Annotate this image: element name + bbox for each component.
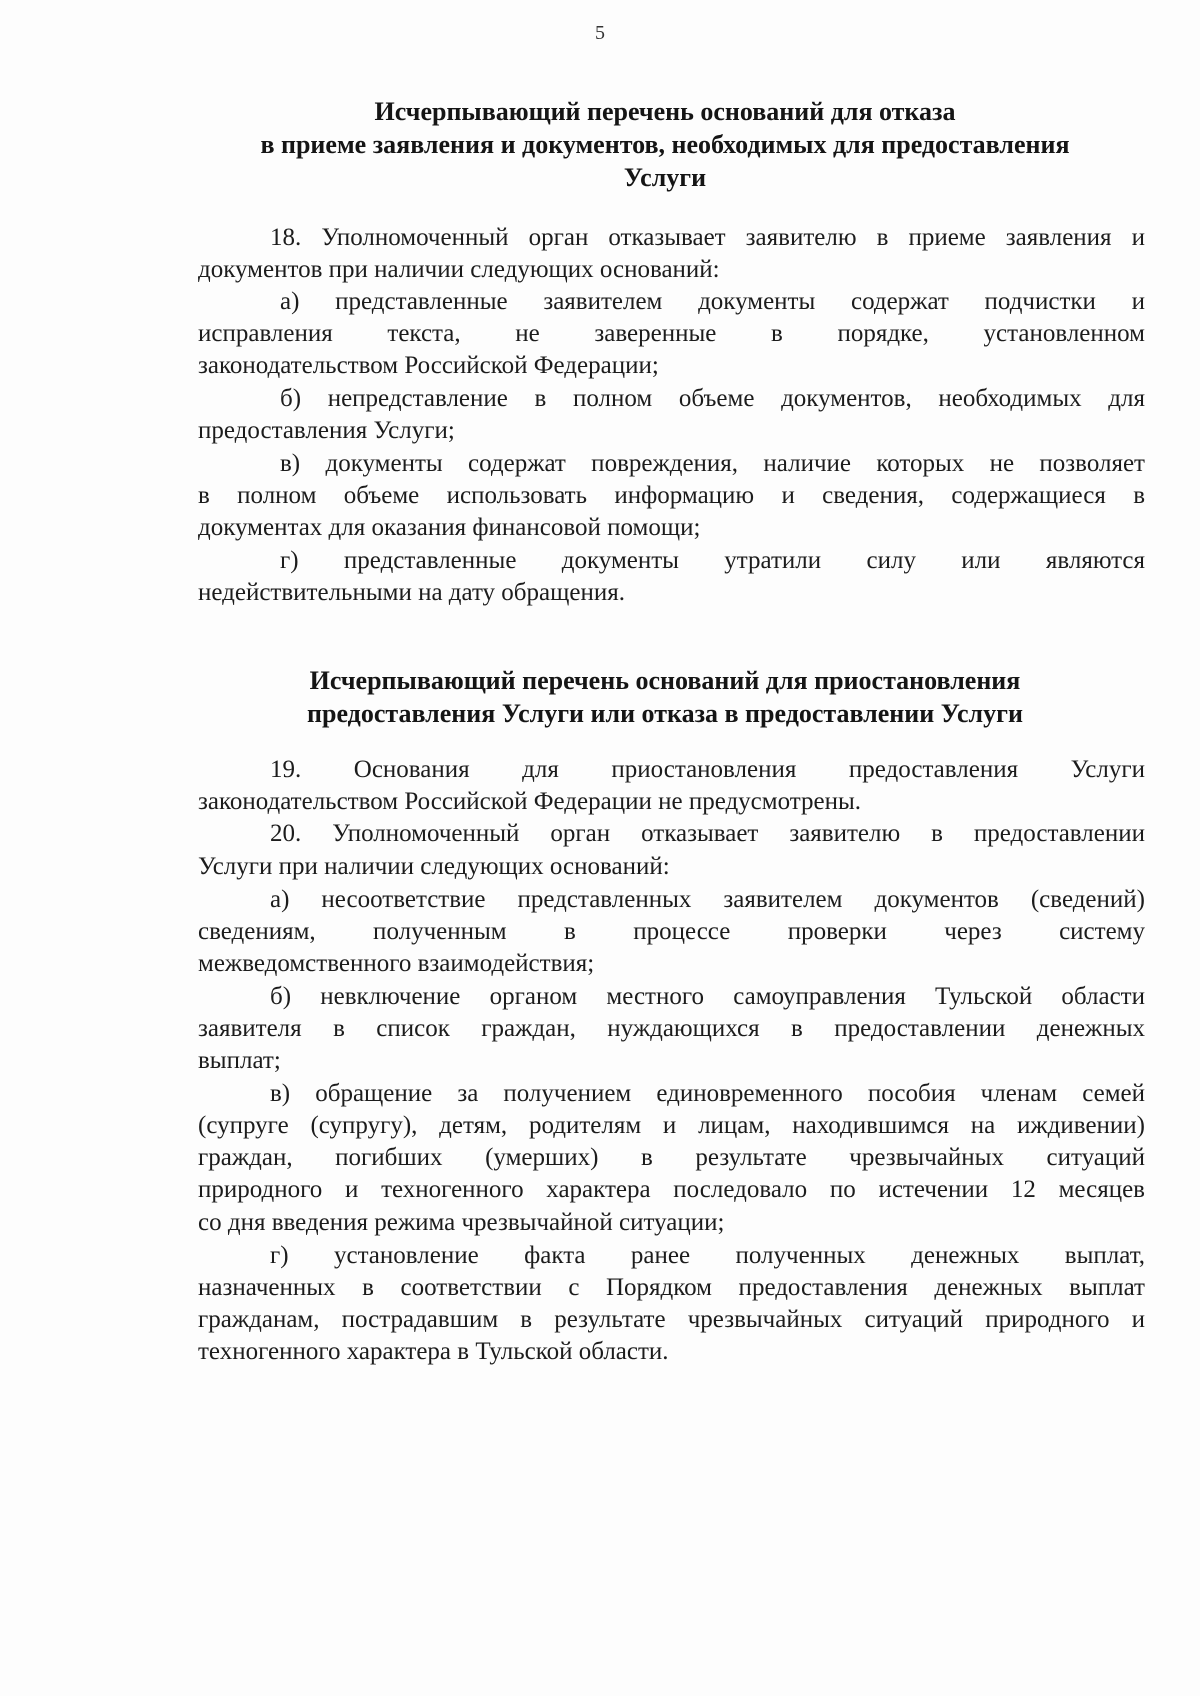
item-a-line: исправления текста, не заверенные в порядке, установленном <box>198 320 1145 347</box>
text-line: 18. Уполномоченный орган отказывает заявителю в приеме заявления и <box>270 224 1145 251</box>
item-g-line: г) установление факта ранее полученных денежных выплат, <box>270 1242 1145 1269</box>
heading-line: Исчерпывающий перечень оснований для отказа <box>374 97 956 126</box>
heading-line: Исчерпывающий перечень оснований для приостановления <box>309 666 1021 695</box>
heading-line: Услуги <box>623 163 707 192</box>
item-b-line: заявителя в список граждан, нуждающихся в предоставлении денежных <box>198 1015 1145 1042</box>
page-number: 5 <box>595 22 605 44</box>
item-a-line: межведомственного взаимодействия; <box>198 950 595 977</box>
item-b-line: предоставления Услуги; <box>198 417 455 444</box>
heading-line: предоставления Услуги или отказа в предоставлении Услуги <box>307 699 1023 728</box>
item-b-line: б) невключение органом местного самоуправления Тульской области <box>270 983 1145 1010</box>
section-heading-suspension-refusal <box>190 664 1140 730</box>
item-v-line: граждан, погибших (умерших) в результате чрезвычайных ситуаций <box>198 1144 1145 1171</box>
item-a-line: сведениям, полученным в процессе проверки через систему <box>198 918 1145 945</box>
item-g-line: техногенного характера в Тульской области. <box>198 1338 669 1365</box>
item-v-line: в) документы содержат повреждения, наличие которых не позволяет <box>280 450 1145 477</box>
paragraph-20-line: Услуги при наличии следующих оснований: <box>198 853 670 880</box>
paragraph-19-line: законодательством Российской Федерации не предусмотрены. <box>198 788 862 815</box>
item-v-line: документах для оказания финансовой помощи; <box>198 514 701 541</box>
item-g-line: г) представленные документы утратили силу или являются <box>280 547 1145 574</box>
item-v-line: природного и техногенного характера последовало по истечении 12 месяцев <box>198 1176 1145 1203</box>
item-b-line: б) непредставление в полном объеме документов, необходимых для <box>280 385 1145 412</box>
paragraph-19-line: 19. Основания для приостановления предоставления Услуги <box>270 756 1145 783</box>
heading-line: в приеме заявления и документов, необходимых для предоставления <box>260 130 1070 159</box>
item-g-line: назначенных в соответствии с Порядком предоставления денежных выплат <box>198 1274 1145 1301</box>
item-v-line: со дня введения режима чрезвычайной ситуации; <box>198 1209 725 1236</box>
item-v-line: в) обращение за получением единовременного пособия членам семей <box>270 1080 1145 1107</box>
section-heading-refusal-acceptance <box>190 95 1140 194</box>
item-v-line: (супруге (супругу), детям, родителям и лицам, находившимся на иждивении) <box>198 1112 1145 1139</box>
item-b-line: выплат; <box>198 1047 281 1074</box>
paragraph-18-line: документов при наличии следующих оснований: <box>198 256 720 283</box>
paragraph-18-line <box>198 222 1145 255</box>
item-a-line: законодательством Российской Федерации; <box>198 352 659 379</box>
item-v-line: в полном объеме использовать информацию и сведения, содержащиеся в <box>198 482 1145 509</box>
paragraph-20-line: 20. Уполномоченный орган отказывает заявителю в предоставлении <box>270 820 1145 847</box>
item-a-line: а) представленные заявителем документы содержат подчистки и <box>280 288 1145 315</box>
item-g-line: недействительными на дату обращения. <box>198 579 625 606</box>
item-a-line: а) несоответствие представленных заявителем документов (сведений) <box>270 886 1145 913</box>
item-g-line: гражданам, пострадавшим в результате чрезвычайных ситуаций природного и <box>198 1306 1145 1333</box>
